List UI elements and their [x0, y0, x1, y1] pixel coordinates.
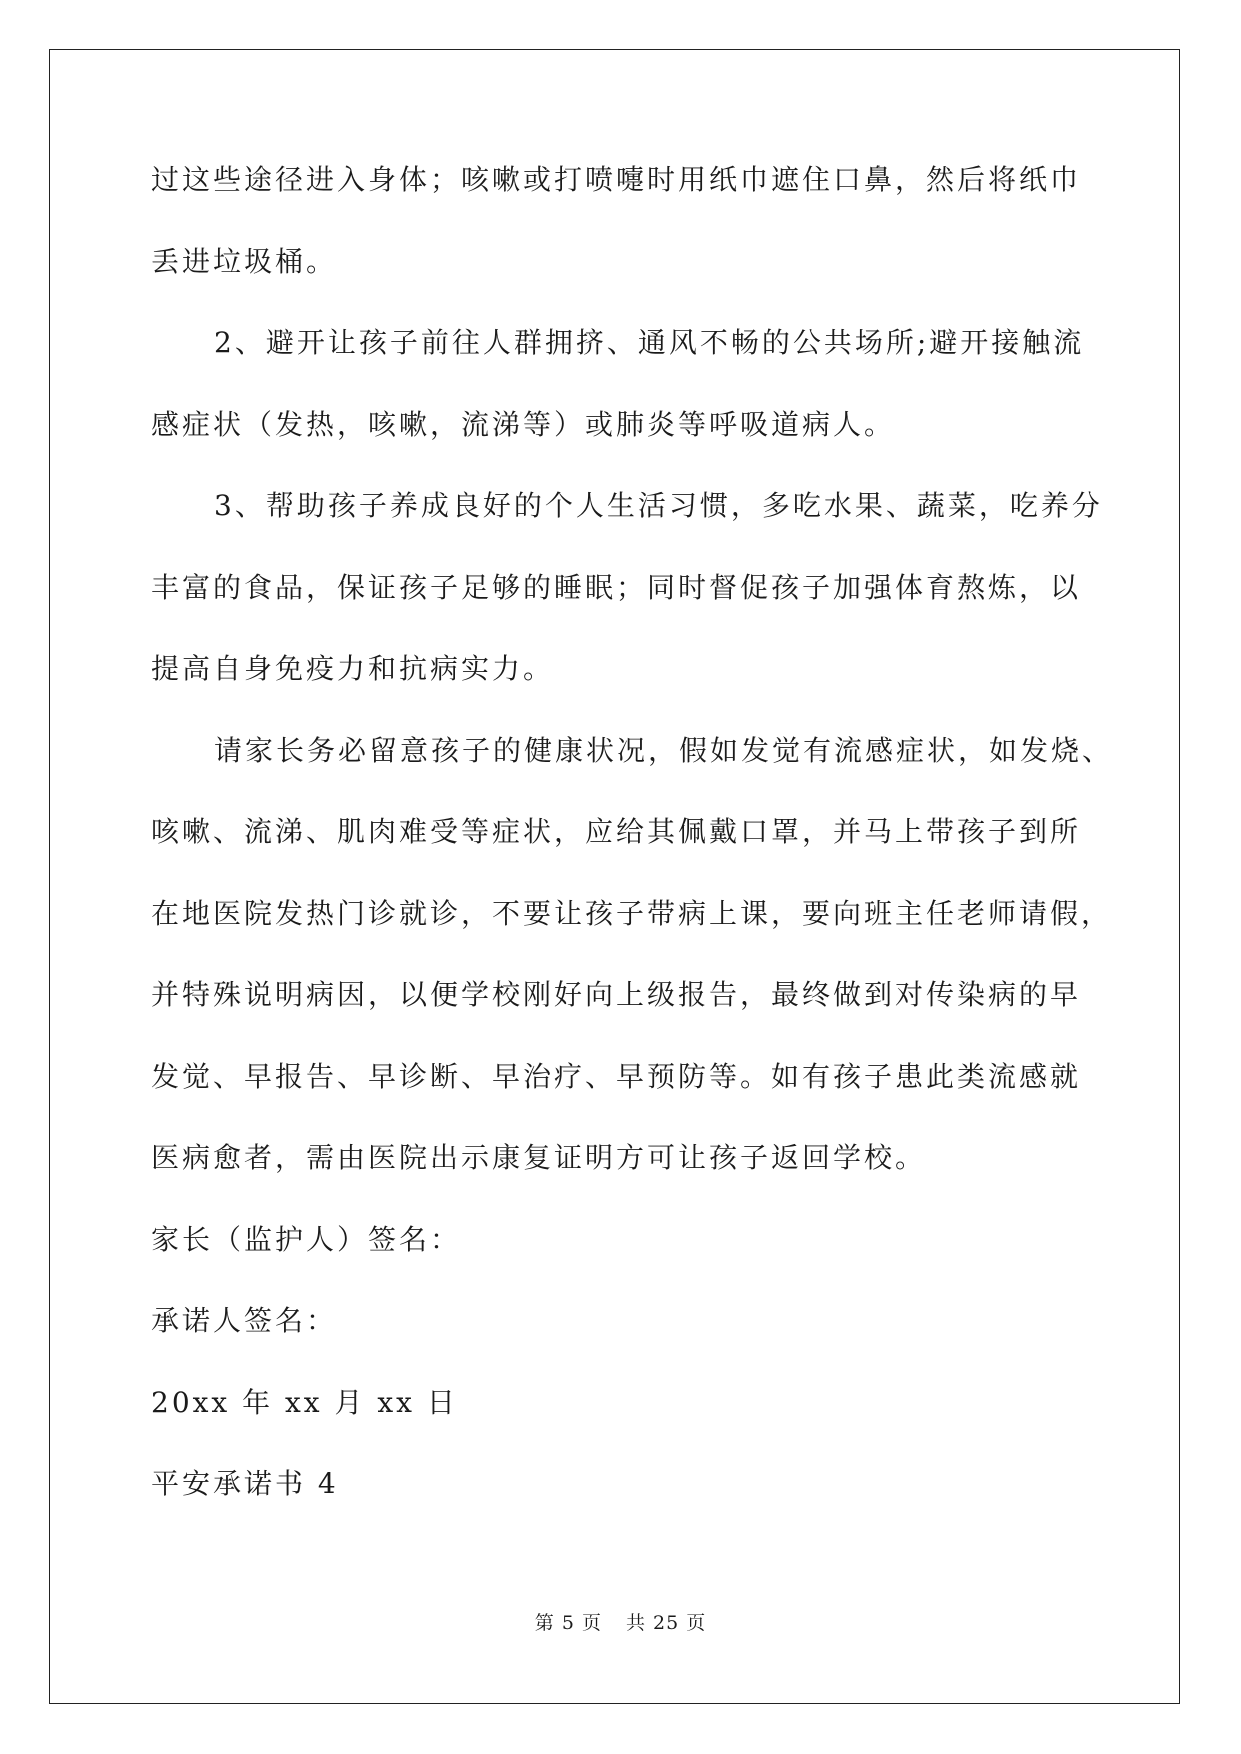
- body-line: 过这些途径进入身体；咳嗽或打喷嚏时用纸巾遮住口鼻，然后将纸巾: [151, 163, 1082, 196]
- section-heading: 平安承诺书 4: [151, 1467, 339, 1500]
- body-line: 提高自身免疫力和抗病实力。: [151, 652, 555, 685]
- body-line: 丢进垃圾桶。: [151, 244, 338, 278]
- body-line: 感症状（发热，咳嗽，流涕等）或肺炎等呼吸道病人。: [151, 407, 896, 441]
- body-line: 在地医院发热门诊就诊，不要让孩子带病上课，要向班主任老师请假，: [151, 896, 1113, 930]
- body-line: 发觉、早报告、早诊断、早治疗、早预防等。如有孩子患此类流感就: [151, 1059, 1082, 1093]
- body-line: 咳嗽、流涕、肌肉难受等症状，应给其佩戴口罩，并马上带孩子到所: [151, 815, 1082, 848]
- body-line: 请家长务必留意孩子的健康状况，假如发觉有流感症状，如发烧、: [214, 733, 1114, 767]
- body-line: 3、帮助孩子养成良好的个人生活习惯，多吃水果、蔬菜，吃养分: [214, 489, 1103, 522]
- promisor-signature-label: 承诺人签名：: [151, 1304, 338, 1337]
- body-line: 丰富的食品，保证孩子足够的睡眠；同时督促孩子加强体育熬炼，以: [151, 570, 1082, 604]
- page-footer: [0, 1608, 1241, 1635]
- body-line: 并特殊说明病因，以便学校刚好向上级报告，最终做到对传染病的早: [151, 978, 1082, 1011]
- body-line: 2、避开让孩子前往人群拥挤、通风不畅的公共场所;避开接触流: [214, 326, 1085, 359]
- document-body: [151, 160, 1114, 1546]
- page-number-current: 第 5 页: [534, 1612, 602, 1634]
- parent-signature-label: 家长（监护人）签名：: [151, 1222, 462, 1256]
- page-number-total: 共 25 页: [625, 1612, 707, 1634]
- date-line: 20xx 年 xx 月 xx 日: [151, 1385, 458, 1419]
- body-line: 医病愈者，需由医院出示康复证明方可让孩子返回学校。: [151, 1141, 927, 1174]
